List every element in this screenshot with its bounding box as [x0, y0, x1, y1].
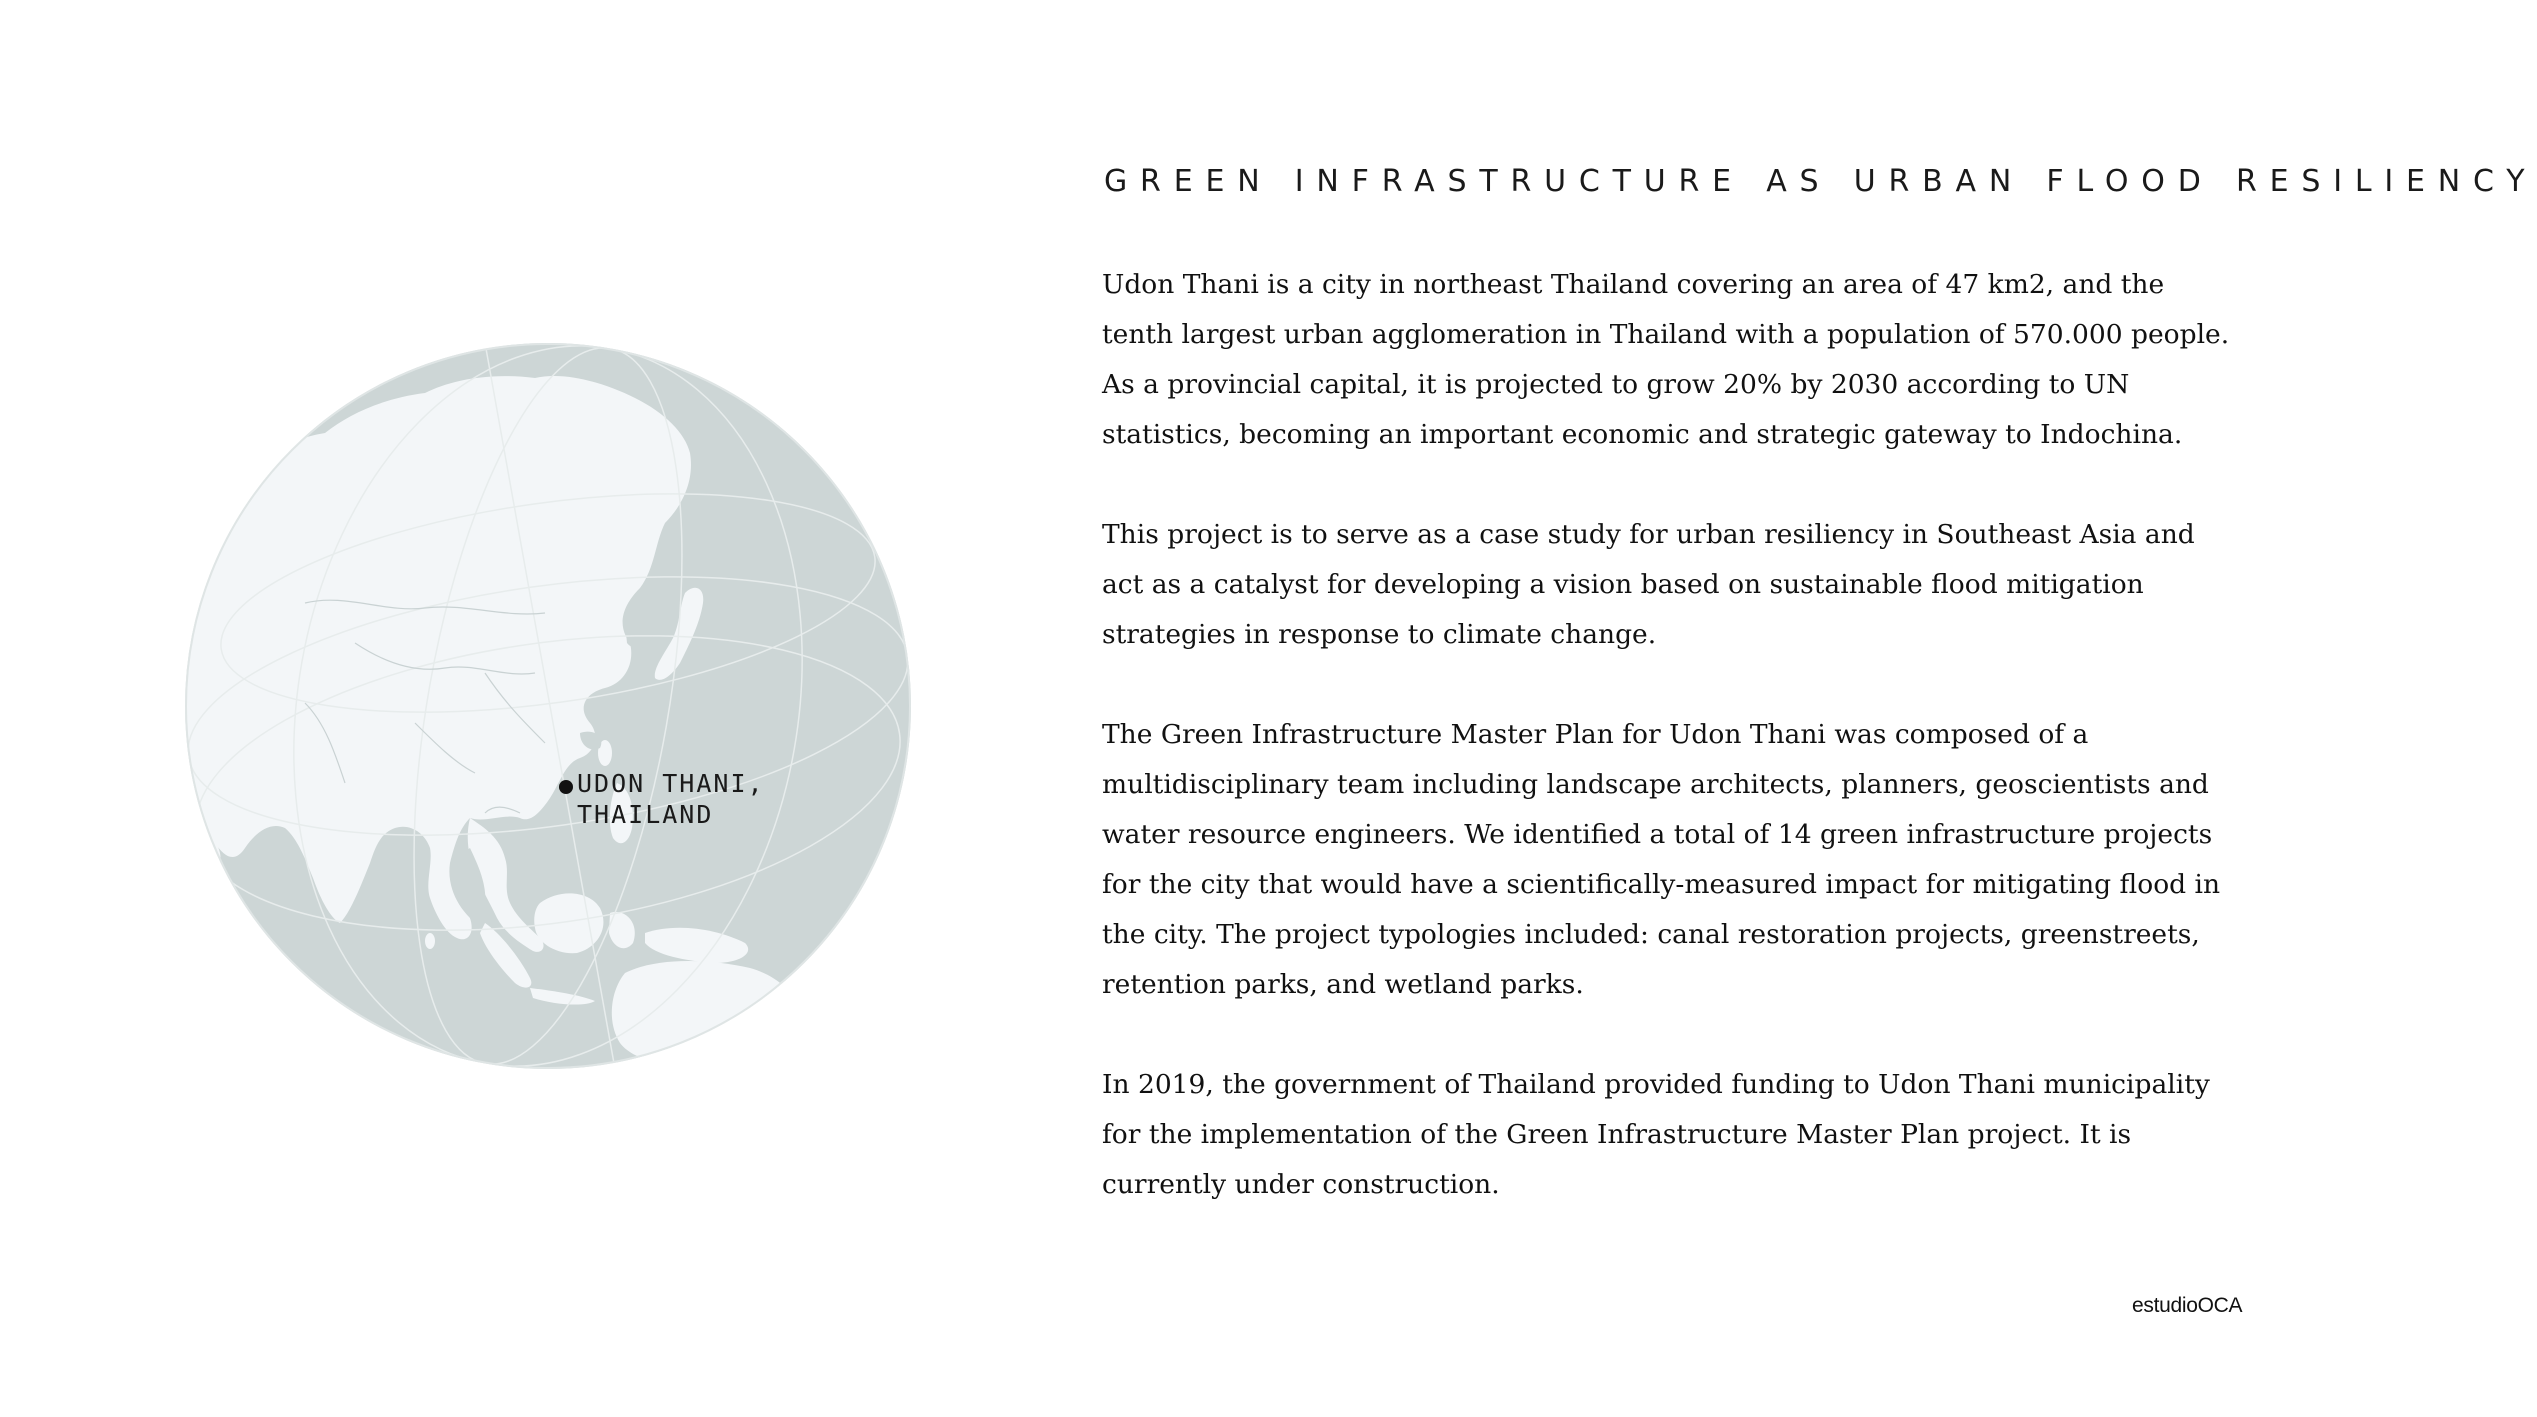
- globe-illustration: [185, 343, 911, 1069]
- paragraph-purpose: This project is to serve as a case study for urban resiliency in Southeast Asia and act as a catalyst for developing a vision based on sustainable flood mitigation strategies in response to climate change.: [1102, 519, 2195, 650]
- location-marker: [559, 780, 573, 794]
- paragraph-intro: Udon Thani is a city in northeast Thailand covering an area of 47 km2, and the tenth largest urban agglomeration in Thailand with a population of 570.000 people. As a provincial capital, it is projected to grow 20% by 2030 according to UN statistics, becoming an important economic and strategic gateway to Indochina.: [1102, 269, 2230, 450]
- page-title: GREEN INFRASTRUCTURE AS URBAN FLOOD RESILIENCY: [1104, 164, 2537, 199]
- paragraph-funding: In 2019, the government of Thailand provided funding to Udon Thani municipality for the implementation of the Green Infrastructure Master Plan project. It is currently under construction.: [1102, 1069, 2210, 1200]
- article-body: [1102, 260, 2237, 1260]
- location-label: UDON THANI, THAILAND: [577, 769, 765, 829]
- paragraph-master-plan: The Green Infrastructure Master Plan for Udon Thani was composed of a multidisciplinary team including landscape architects, planners, geoscientists and water resource engineers. We identified a total of 14 green infrastructure projects for the city that would have a scientifically-measured impact for mitigating flood in the city. The project typologies included: canal restoration projects, greenstreets, retention parks, and wetland parks.: [1102, 719, 2221, 1000]
- globe-map: [185, 343, 911, 1069]
- brand-label: estudioOCA: [2132, 1294, 2243, 1317]
